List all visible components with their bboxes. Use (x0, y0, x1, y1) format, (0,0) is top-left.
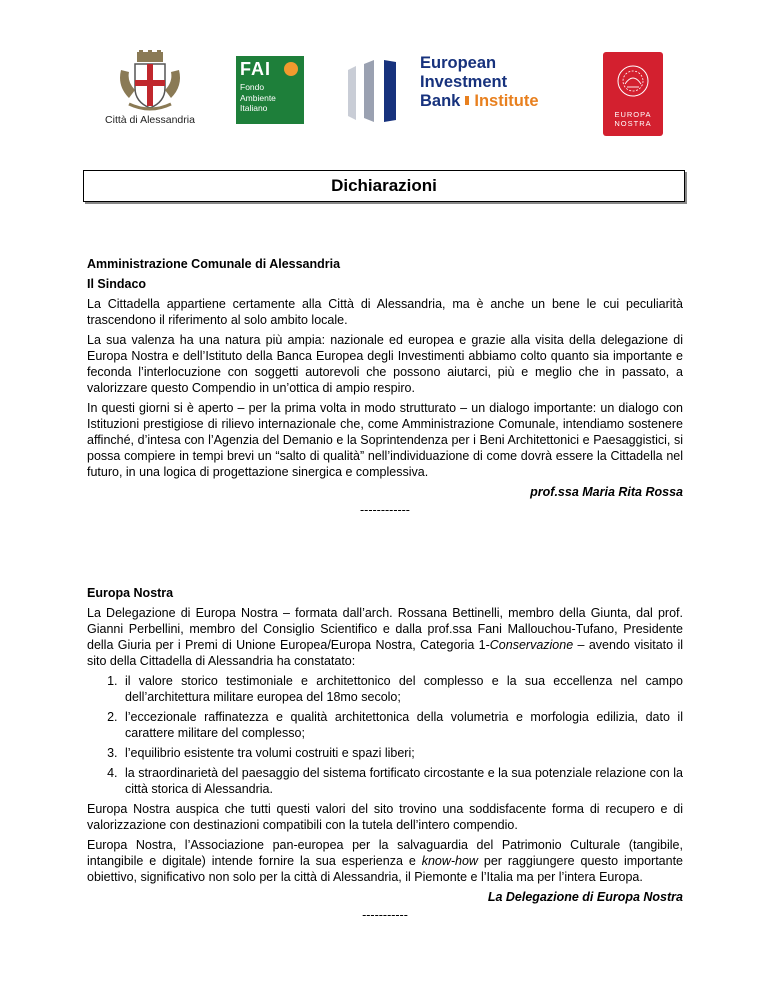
section2-intro (87, 605, 683, 669)
eib-line: European (420, 54, 497, 72)
list-item: 4. la straordinarietà del paesaggio del sistema fortificato circostante e la sua potenziale relazione con la città storica di Alessandria. (121, 765, 683, 797)
section1-role: Il Sindaco (87, 277, 147, 291)
section2-intro-italic: Conservazione (489, 638, 574, 652)
europa-nostra-emblem-icon (616, 64, 650, 98)
section2-intro-text: La Delegazione di Europa Nostra – formata dall’arch. Rossana Bettinelli, membro della Giunta, dal prof. Gianni Perbellini, membro del Consiglio Scientifico e dalla prof.ssa Fani Mallouchou-Tufano, Presidente della Giuria per i Premi di Unione Europea/Europa Nostra, Categoria 1- (87, 606, 683, 652)
section1-org: Amministrazione Comunale di Alessandria (87, 257, 341, 271)
list-item: 3. l’equilibrio esistente tra volumi costruiti e spazi liberi; (121, 745, 683, 761)
document-title: Dichiarazioni (83, 170, 685, 202)
section2-intro-text: – avendo visitato il sito della Cittadella di Alessandria ha constatato: (87, 638, 684, 668)
fai-title: FAI (240, 59, 272, 79)
fai-line: Fondo (240, 82, 265, 92)
eib-line: Investment (420, 73, 508, 91)
eib-wordmark (420, 54, 539, 111)
eib-bank: Bank (420, 92, 461, 110)
citta-di-alessandria-logo (100, 50, 200, 132)
city-caption: Città di Alessandria (105, 114, 195, 126)
section1-paragraph: La Cittadella appartiene certamente alla Città di Alessandria, ma è anche un bene le cui peculiarità trascendono il riferimento al solo ambito locale. (87, 297, 683, 327)
section2-p3-text: per raggiungere questo importante obiettivo, significativo non solo per la città di Alessandria, il Piemonte e l’Italia ma per l’intera Europa. (87, 854, 684, 884)
logo-bar (0, 50, 768, 140)
list-item: 1. il valore storico testimoniale e architettonico del complesso e la sua eccellenza nel campo dell’architettura militare europea del 18mo secolo; (121, 673, 683, 705)
eib-separator (465, 96, 469, 105)
fai-line: Ambiente (240, 92, 276, 103)
eib-institute: Institute (474, 92, 539, 110)
en-line: NOSTRA (614, 119, 652, 128)
section2-p3-text: Europa Nostra, l’Associazione pan-europea per la salvaguardia del Patrimonio Culturale (tangibile, intangibile e digitale) intende fornire la sua esperienza e (87, 838, 683, 868)
section1-signature: prof.ssa Maria Rita Rossa (530, 485, 683, 499)
fai-subtitle (240, 82, 276, 114)
eib-institute-logo (344, 52, 562, 132)
section1-paragraph: La sua valenza ha una natura più ampia: nazionale ed europea e grazie alla visita della delegazione di Europa Nostra e dell’Istituto della Banca Europea degli Investimenti abbiamo colto quanto sia importante e feconda l’interlocuzione con soggetti autorevoli che possono aiutarci, più e meglio che in passato, a valorizzare questo Compendio in un’ottica di ampio respiro. (87, 333, 683, 395)
en-line: EUROPA (614, 110, 652, 119)
fai-emblem-icon (284, 62, 298, 76)
section1-paragraph: In questi giorni si è aperto – per la prima volta in modo strutturato – un dialogo importante: un dialogo con Istituzioni prestigiose di rilievo internazionale che, come Amministrazione Comunale, intendiamo sostenere affinché, d’intesa con l’Agenzia del Demanio e la Soprintendenza per i Beni Architettonici e Paesaggistici, si possa compiere in tempi brevi un “salto di qualità” nell’individuazione di come dovrà essere la Cittadella nel futuro, in una logica di progettazione sinergica e complessiva. (87, 401, 683, 479)
findings-list (87, 673, 683, 797)
section2-separator: ----------- (362, 908, 408, 922)
section2-paragraph: Europa Nostra auspica che tutti questi valori del sito trovino una soddisfacente forma di recupero e di valorizzazione con destinazioni compatibili con la tutela dell’intero compendio. (87, 802, 683, 832)
eib-bars-icon (344, 60, 410, 122)
section2-paragraph (87, 837, 683, 885)
document-body (87, 256, 683, 922)
europa-nostra-logo (603, 52, 663, 136)
section-spacer (87, 517, 683, 585)
eib-line-3 (420, 92, 539, 111)
city-coat-of-arms-icon (115, 50, 185, 112)
europa-nostra-wordmark (603, 110, 663, 128)
section2-signature: La Delegazione di Europa Nostra (487, 890, 683, 904)
section2-p3-italic: know-how (421, 854, 478, 868)
section2-org: Europa Nostra (87, 586, 174, 600)
fai-line: Italiano (240, 103, 268, 113)
list-item: 2. l’eccezionale raffinatezza e qualità architettonica della volumetria e morfologia edilizia, dato il carattere militare del complesso; (121, 709, 683, 741)
fai-logo (236, 56, 304, 124)
section1-separator: ------------ (360, 503, 410, 517)
